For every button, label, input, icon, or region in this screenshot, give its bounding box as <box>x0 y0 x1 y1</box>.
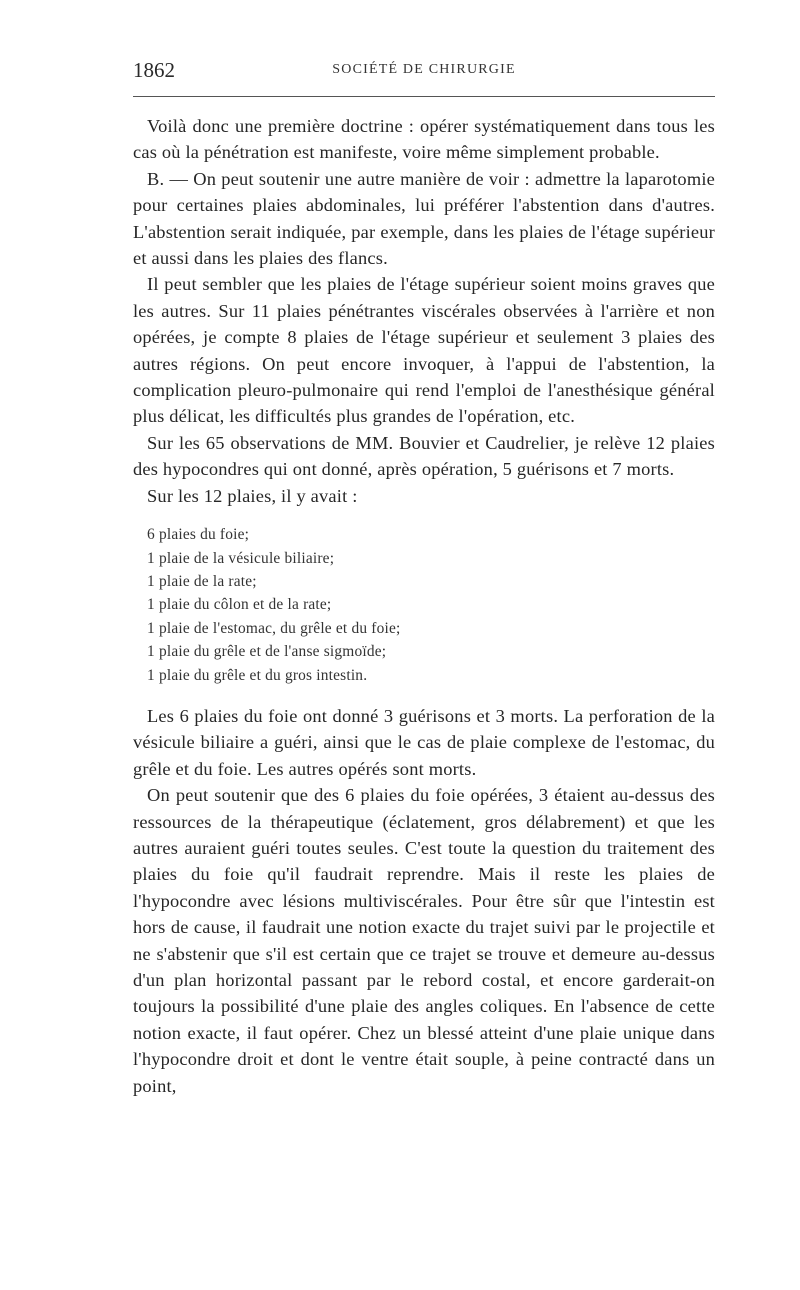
paragraph: Il peut sembler que les plaies de l'étage supérieur soient moins graves que les autres. Sur 11 plaies pénétrantes viscérales observées à l'arrière et non opérées, je compte 8 plaies de l'étage supérieur et seulement 3 plaies des autres régions. On peut encore invoquer, à l'appui de l'abstention, la complication pleuro-pulmonaire qui rend l'emploi de l'anesthésique général plus délicat, les difficultés plus grandes de l'opération, etc. <box>133 274 715 427</box>
page-number: 1862 <box>133 58 175 82</box>
paragraph: Voilà donc une première doctrine : opérer systématiquement dans tous les cas où la pénétration est manifeste, voire même simplement probable. <box>133 116 715 163</box>
running-title: SOCIÉTÉ DE CHIRURGIE <box>332 62 516 77</box>
list-item: 1 plaie de la vésicule biliaire; <box>147 549 335 567</box>
list-item: 6 plaies du foie; <box>147 526 250 544</box>
page-header <box>133 58 715 86</box>
paragraph: Sur les 65 observations de MM. Bouvier et Caudrelier, je relève 12 plaies des hypocondres qui ont donné, après opération, 5 guérisons et 7 morts. <box>133 432 715 480</box>
list-item: 1 plaie du grêle et de l'anse sigmoïde; <box>147 643 387 661</box>
list-item: 1 plaie de la rate; <box>147 572 257 590</box>
header-rule <box>133 96 715 97</box>
paragraph: Sur les 12 plaies, il y avait : <box>147 485 358 506</box>
paragraph: B. — On peut soutenir une autre manière de voir : admettre la laparotomie pour certaines plaies abdominales, lui préférer l'abstention dans d'autres. L'abstention serait indiquée, par exemple, dans les plaies de l'étage supérieur et aussi dans les plaies des flancs. <box>133 168 715 269</box>
list-item: 1 plaie du grêle et du gros intestin. <box>147 666 368 684</box>
body-text <box>133 113 715 1099</box>
paragraph: On peut soutenir que des 6 plaies du foie opérées, 3 étaient au-dessus des ressources de la thérapeutique (éclatement, gros délabrement) et que les autres auraient guéri toutes seules. C'est toute la question du traitement des plaies du foie qu'il faudrait reprendre. Mais il reste les plaies de l'hypocondre avec lésions multiviscérales. Pour être sûr que l'intestin est hors de cause, il faudrait une notion exacte du trajet suivi par le projectile et ne s'abstenir que s'il est certain que ce trajet se trouve et demeure au-dessus d'un plan horizontal passant par le rebord costal, et encore garderait-on toujours la possibilité d'une plaie des angles coliques. En l'absence de cette notion exacte, il faut opérer. Chez un blessé atteint d'une plaie unique dans l'hypocondre droit et dont le ventre était souple, à peine contracté dans un point, <box>133 785 715 1096</box>
wound-list <box>147 523 715 687</box>
paragraph: Les 6 plaies du foie ont donné 3 guérisons et 3 morts. La perforation de la vésicule biliaire a guéri, ainsi que le cas de plaie complexe de l'estomac, du grêle et du foie. Les autres opérés sont morts. <box>133 705 715 779</box>
list-item: 1 plaie de l'estomac, du grêle et du foie; <box>147 619 401 637</box>
list-item: 1 plaie du côlon et de la rate; <box>147 596 332 614</box>
